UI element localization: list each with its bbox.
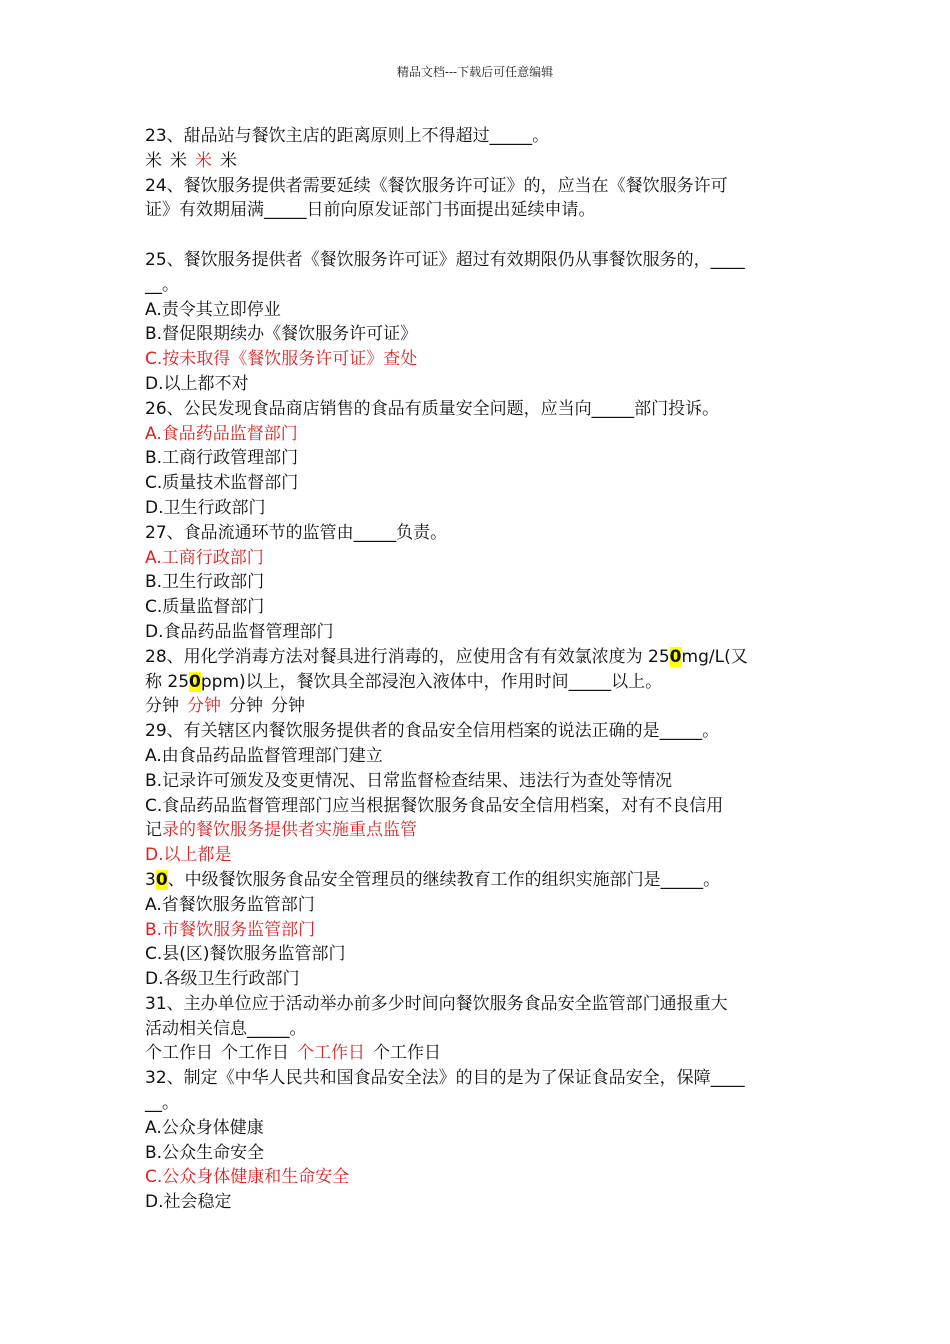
q30-option-a: A.省餐饮服务监管部门 bbox=[145, 894, 315, 915]
q30-option-b-answer: B.市餐饮服务监管部门 bbox=[145, 919, 316, 940]
question-31-line1: 31、主办单位应于活动举办前多少时间向餐饮服务食品安全监管部门通报重大 bbox=[145, 993, 728, 1014]
question-24-line2: 证》有效期届满_____日前向原发证部门书面提出延续申请。 bbox=[145, 200, 596, 221]
q32-option-b: B.公众生命安全 bbox=[145, 1142, 265, 1163]
q25-option-d: D.以上都不对 bbox=[145, 373, 249, 394]
q27-option-a-answer: A.工商行政部门 bbox=[145, 547, 264, 568]
q32-option-d: D.社会稳定 bbox=[145, 1192, 232, 1213]
question-24-line1: 24、餐饮服务提供者需要延续《餐饮服务许可证》的，应当在《餐饮服务许可 bbox=[145, 175, 728, 196]
q28-line2-text-a: 称 25 bbox=[145, 671, 190, 692]
q28-option-a: 分钟 bbox=[145, 696, 179, 717]
question-32-line1: 32、制定《中华人民共和国食品安全法》的目的是为了保证食品安全，保障____ bbox=[145, 1068, 745, 1089]
q23-option-a: 米 bbox=[145, 150, 162, 171]
question-25-line1: 25、餐饮服务提供者《餐饮服务许可证》超过有效期限仍从事餐饮服务的，____ bbox=[145, 249, 745, 270]
q30-number-a: 3 bbox=[145, 869, 156, 890]
q29-option-b: B.记录许可颁发及变更情况、日常监督检查结果、违法行为查处等情况 bbox=[145, 770, 673, 791]
q30-question-text: 、中级餐饮服务食品安全管理员的继续教育工作的组织实施部门是_____。 bbox=[167, 869, 721, 890]
q31-option-d: 个工作日 bbox=[373, 1043, 441, 1064]
q31-option-b: 个工作日 bbox=[221, 1043, 289, 1064]
q28-line1-text-b: mg/L(又 bbox=[681, 646, 748, 667]
q26-option-a-answer: A.食品药品监督部门 bbox=[145, 423, 298, 444]
q27-option-d: D.食品药品监督管理部门 bbox=[145, 621, 334, 642]
q27-option-b: B.卫生行政部门 bbox=[145, 572, 265, 593]
q23-option-d: 米 bbox=[220, 150, 237, 171]
question-25-line2: __。 bbox=[145, 274, 179, 295]
q30-number-highlight: 0 bbox=[155, 869, 168, 890]
q30-option-c: C.县(区)餐饮服务监管部门 bbox=[145, 944, 346, 965]
q29-option-c-line1: C.食品药品监督管理部门应当根据餐饮服务食品安全信用档案，对有不良信用 bbox=[145, 795, 724, 816]
question-28-line1 bbox=[145, 645, 813, 670]
q32-option-a: A.公众身体健康 bbox=[145, 1117, 264, 1138]
q29-option-d-answer: D.以上都是 bbox=[145, 845, 232, 866]
q27-option-c: C.质量监督部门 bbox=[145, 597, 265, 618]
q25-option-a: A.责令其立即停业 bbox=[145, 299, 281, 320]
q23-option-c-answer: 米 bbox=[195, 150, 212, 171]
q29-option-c-line2-b: 录的餐饮服务提供者实施重点监管 bbox=[162, 820, 417, 841]
question-27: 27、食品流通环节的监管由_____负责。 bbox=[145, 522, 448, 543]
question-23: 23、甜品站与餐饮主店的距离原则上不得超过_____。 bbox=[145, 126, 550, 146]
q31-option-a: 个工作日 bbox=[145, 1043, 213, 1064]
q28-line1-text-a: 28、用化学消毒方法对餐具进行消毒的，应使用含有有效氯浓度为 25 bbox=[145, 646, 670, 667]
question-31-options bbox=[145, 1041, 813, 1066]
page-header: 精品文档---下载后可任意编辑 bbox=[396, 65, 554, 79]
question-32-line2: __。 bbox=[145, 1093, 179, 1114]
q26-option-d: D.卫生行政部门 bbox=[145, 497, 266, 518]
q28-line1-highlight: 0 bbox=[669, 646, 682, 667]
question-26: 26、公民发现食品商店销售的食品有质量安全问题，应当向_____部门投诉。 bbox=[145, 398, 720, 419]
q28-option-c: 分钟 bbox=[229, 696, 263, 717]
q23-option-b: 米 bbox=[170, 150, 187, 171]
question-23-options bbox=[145, 149, 813, 174]
spacer bbox=[145, 223, 813, 248]
q29-option-c-line2-a: 记 bbox=[145, 820, 162, 841]
question-list bbox=[145, 124, 813, 1215]
q29-option-c-line2 bbox=[145, 818, 813, 843]
question-30 bbox=[145, 868, 813, 893]
q32-option-c-answer: C.公众身体健康和生命安全 bbox=[145, 1167, 350, 1188]
q26-option-b: B.工商行政管理部门 bbox=[145, 448, 299, 469]
question-28-line2 bbox=[145, 670, 813, 695]
q25-option-b: B.督促限期续办《餐饮服务许可证》 bbox=[145, 324, 418, 345]
q31-option-c-answer: 个工作日 bbox=[297, 1043, 365, 1064]
q28-line2-text-b: ppm)以上，餐饮具全部浸泡入液体中，作用时间_____以上。 bbox=[200, 671, 663, 692]
question-29: 29、有关辖区内餐饮服务提供者的食品安全信用档案的说法正确的是_____。 bbox=[145, 721, 720, 742]
q28-option-d: 分钟 bbox=[271, 696, 305, 717]
q29-option-a: A.由食品药品监督管理部门建立 bbox=[145, 745, 383, 766]
q28-line2-highlight: 0 bbox=[189, 671, 201, 692]
question-28-options bbox=[145, 694, 813, 719]
q25-option-c-answer: C.按未取得《餐饮服务许可证》查处 bbox=[145, 349, 418, 370]
q28-option-b-answer: 分钟 bbox=[187, 696, 221, 717]
question-31-line2: 活动相关信息_____。 bbox=[145, 1018, 307, 1039]
q26-option-c: C.质量技术监督部门 bbox=[145, 473, 299, 494]
q30-option-d: D.各级卫生行政部门 bbox=[145, 969, 300, 990]
